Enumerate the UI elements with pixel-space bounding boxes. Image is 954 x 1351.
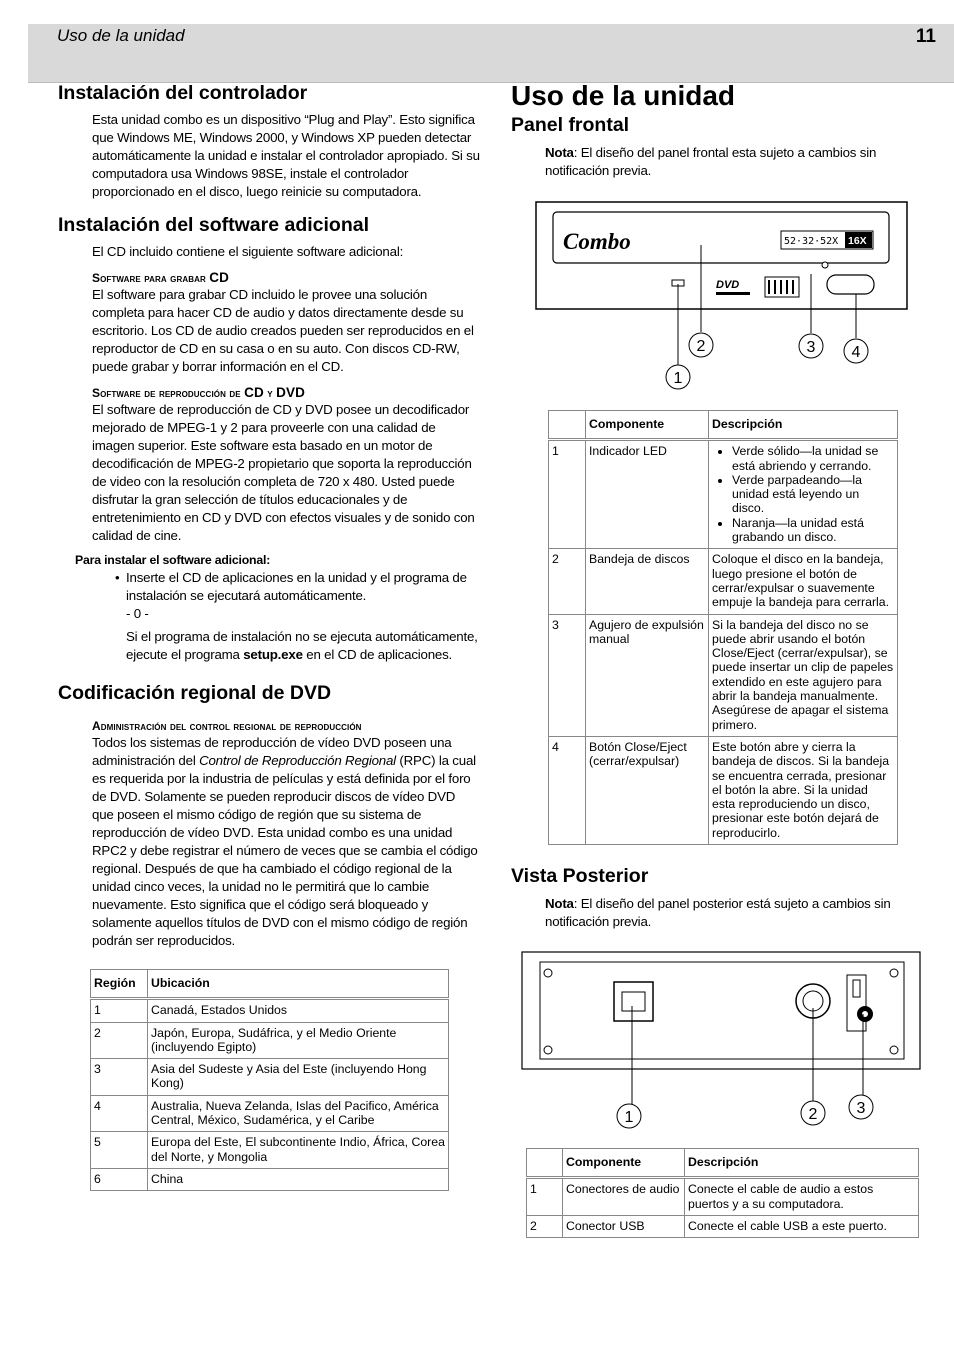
front-panel-figure [535,200,910,395]
rear-panel-figure [520,948,925,1133]
brand-logo: Combo [563,229,631,254]
software-intro: El CD incluido contiene el siguiente software adicional: [92,244,404,259]
dvd-logo: DVD [716,279,740,291]
note-label: Nota [545,896,574,911]
playback-paragraph: El software de reproducción de CD y DVD posee un decodificador mejorado de MPEG-1 y 2 para proveerle con una calidad de imagen superior. Este software esta basado en un motor de decodificación de MPEG-2 propietario que soporta la reproducción de video con la resolución completa de 720 x 480. Usted puede disfrutar la gran selección de títulos educacionales y de entretenimiento en CD y DVD con efectos visuales y de sonido con calidad de cine. [92,402,475,543]
front-table-header-num [549,411,586,440]
rear-panel-note [545,895,936,931]
region-code: 5 [91,1132,148,1169]
subsection-title-playback-text: Software de reproducción de [92,386,241,400]
front-panel-note [545,144,936,180]
region-table [90,969,449,1191]
region-location: Japón, Europa, Sudáfrica, y el Medio Oriente (incluyendo Egipto) [148,1022,449,1059]
region-code: 1 [91,999,148,1022]
speed-text: 52·32·52X [784,236,839,247]
front-panel-table [548,410,898,845]
region-location: China [148,1168,449,1190]
header-title: Uso de la unidad [57,26,185,45]
usb-port [622,992,645,1011]
section-title-software: Instalación del software adicional [58,214,370,236]
subsection-title-playback-and: y [267,386,273,400]
region-paragraph-italic: Control de Reproducción Regional [199,753,396,768]
rear-note-text: : El diseño del panel posterior está sujeto a cambios sin notificación previa. [545,896,891,929]
component-name: Conector USB [563,1215,685,1237]
install-fallback-a: Si el programa de instalación no se ejecuta automáticamente, ejecute el programa [126,629,478,662]
right-column [511,80,936,180]
section-title-front-panel: Panel frontal [511,114,630,136]
component-name: Botón Close/Eject (cerrar/expulsar) [586,736,709,844]
eject-button [827,275,874,294]
callout-label-2: 2 [696,338,706,355]
driver-paragraph: Esta unidad combo es un dispositivo “Plug and Play”. Esto significa que Windows ME, Windows 2000, y Windows XP pueden detectar automáticamente la unidad e instalar el controlador apropiado. Si su computadora usa Windows 98SE, instale el controlador proporcionado en el disco, luego reinicie su computadora. [92,112,480,199]
page-number: 11 [915,26,936,47]
component-description: Conecte el cable de audio a estos puertos y a su computadora. [685,1178,919,1216]
rear-callout-label-3: 3 [856,1100,866,1117]
speed-text-16x: 16X [848,235,867,247]
subsection-title-playback [92,385,480,401]
table-row [549,440,898,549]
table-row [91,1022,449,1059]
table-row [549,736,898,844]
screw-icon [890,1046,898,1054]
component-name: Bandeja de discos [586,549,709,614]
region-code: 3 [91,1059,148,1096]
rear-section [511,865,936,931]
component-description: Coloque el disco en la bandeja, luego presione el botón de cerrar/expulsar o suavemente empuje la bandeja para cerrarla. [709,549,898,614]
install-or-separator: - 0 - [126,606,149,621]
table-row [549,549,898,614]
region-code: 2 [91,1022,148,1059]
rear-callout-label-2: 2 [808,1106,818,1123]
install-instructions-title: Para instalar el software adicional: [75,553,271,567]
section-title-region: Codificación regional de DVD [58,682,332,704]
setup-exe-name: setup.exe [243,647,303,662]
front-table-header-description: Descripción [709,411,898,440]
table-row [549,614,898,736]
region-table-header-region: Región [91,970,148,999]
rear-table-header-num [527,1149,563,1178]
callout-label-1: 1 [673,370,683,387]
install-bullet [115,569,480,664]
component-name: Conectores de audio [563,1178,685,1216]
component-description: Si la bandeja del disco no se puede abrir usando el botón Close/Eject (cerrar/expulsar), se puede insertar un clip de papeles extendido en este agujero para abrir la bandeja manualmente. Asegúrese de apagar el sistema primero. [709,614,898,736]
install-fallback-text [126,628,480,664]
rear-callout-label-1: 1 [624,1109,634,1126]
table-row [91,1095,449,1132]
callout-label-4: 4 [851,344,861,361]
component-number: 1 [527,1178,563,1216]
rear-table-header-description: Descripción [685,1149,919,1178]
rear-table-header-component: Componente [563,1149,685,1178]
table-row [527,1178,919,1216]
region-paragraph-a: Todos los sistemas de reproducción de vídeo DVD poseen una administración del [92,735,452,768]
list-item: • Naranja—la unidad está grabando un disco. [732,516,894,545]
region-paragraph-b: (RPC) la cual es requerida por la industria de películas y está definida por el foro de DVD. Solamente se pueden reproducir discos de vídeo DVD que poseen el mismo código de región que su sistema de reproducción de vídeo DVD. Esta unidad combo es una unidad RPC2 y debe registrar el número de veces que se cambia el código regional. Después de que ha cambiado el código regional de la unidad cinco veces, la unidad no le permitirá que lo cambie nuevamente. Esto significa que el código será bloqueado y solamente aquellos títulos de DVD con el mismo código de región podrán ser reproducidos. [92,753,478,948]
front-table-header-component: Componente [586,411,709,440]
region-code: 4 [91,1095,148,1132]
region-location: Australia, Nueva Zelanda, Islas del Pacifico, América Central, México, Sudamérica, y el Caribe [148,1095,449,1132]
burn-paragraph: El software para grabar CD incluido le provee una solución completa para hacer CD de audio y datos directamente desde su escritorio. Los CD de audio creados pueden ser reproducidos en el reproductor de CD en su casa o en su auto. Con discos CD-RW, puede grabar y borrar información en el CD. [92,287,474,374]
table-row [527,1215,919,1237]
component-name: Indicador LED [586,440,709,549]
section-title-driver: Instalación del controlador [58,82,308,104]
table-row [91,1059,449,1096]
component-description: Conecte el cable USB a este puerto. [685,1215,919,1237]
table-row [91,1168,449,1190]
region-paragraph [92,734,480,950]
main-title: Uso de la unidad [511,80,736,111]
subsection-title-playback-cd: CD [244,385,264,400]
subsection-title-playback-dvd: DVD [276,385,305,400]
table-row [91,1132,449,1169]
region-location: Canadá, Estados Unidos [148,999,449,1022]
component-number: 2 [527,1215,563,1237]
region-code: 6 [91,1168,148,1190]
component-number: 2 [549,549,586,614]
rear-panel-table [526,1148,919,1238]
list-item: • Verde parpadeando—la unidad está leyendo un disco. [732,473,894,516]
screw-icon [544,1046,552,1054]
component-name: Agujero de expulsión manual [586,614,709,736]
screw-icon [544,969,552,977]
install-bullet-text: • Inserte el CD de aplicaciones en la unidad y el programa de instalación se ejecutará automáticamente. [126,570,467,603]
subsection-title-burn-text: Software para grabar [92,271,206,285]
front-note-text: : El diseño del panel frontal esta sujeto a cambios sin notificación previa. [545,145,877,178]
note-label: Nota [545,145,574,160]
manual-eject-hole [822,262,828,268]
section-title-rear-view: Vista Posterior [511,865,649,887]
power-switch-icon [853,980,860,997]
region-location: Asia del Sudeste y Asia del Este (incluyendo Hong Kong) [148,1059,449,1096]
left-column [58,82,480,1191]
component-number: 4 [549,736,586,844]
dvd-logo-bar [716,292,750,295]
screw-icon [890,969,898,977]
callout-label-3: 3 [806,339,816,356]
region-location: Europa del Este, El subcontinente Indio, África, Corea del Norte, y Mongolia [148,1132,449,1169]
list-item: • Verde sólido—la unidad se está abriendo y cerrando. [732,444,894,473]
page-header [28,24,954,83]
table-row [91,999,449,1022]
component-description: Este botón abre y cierra la bandeja de discos. Si la bandeja se encuentra cerrada, presionar el botón la abre. Si la unidad esta reproduciendo un disco, presionar este botón dejará de reproducirlo. [709,736,898,844]
region-table-header-location: Ubicación [148,970,449,999]
install-fallback-c: en el CD de aplicaciones. [302,647,453,662]
subsection-title-burn-cd: CD [209,270,229,285]
subsection-title-burn [92,270,480,286]
component-number: 1 [549,440,586,549]
component-number: 3 [549,614,586,736]
component-description [709,440,898,549]
subsection-title-region-control: Administración del control regional de reproducción [92,719,362,733]
